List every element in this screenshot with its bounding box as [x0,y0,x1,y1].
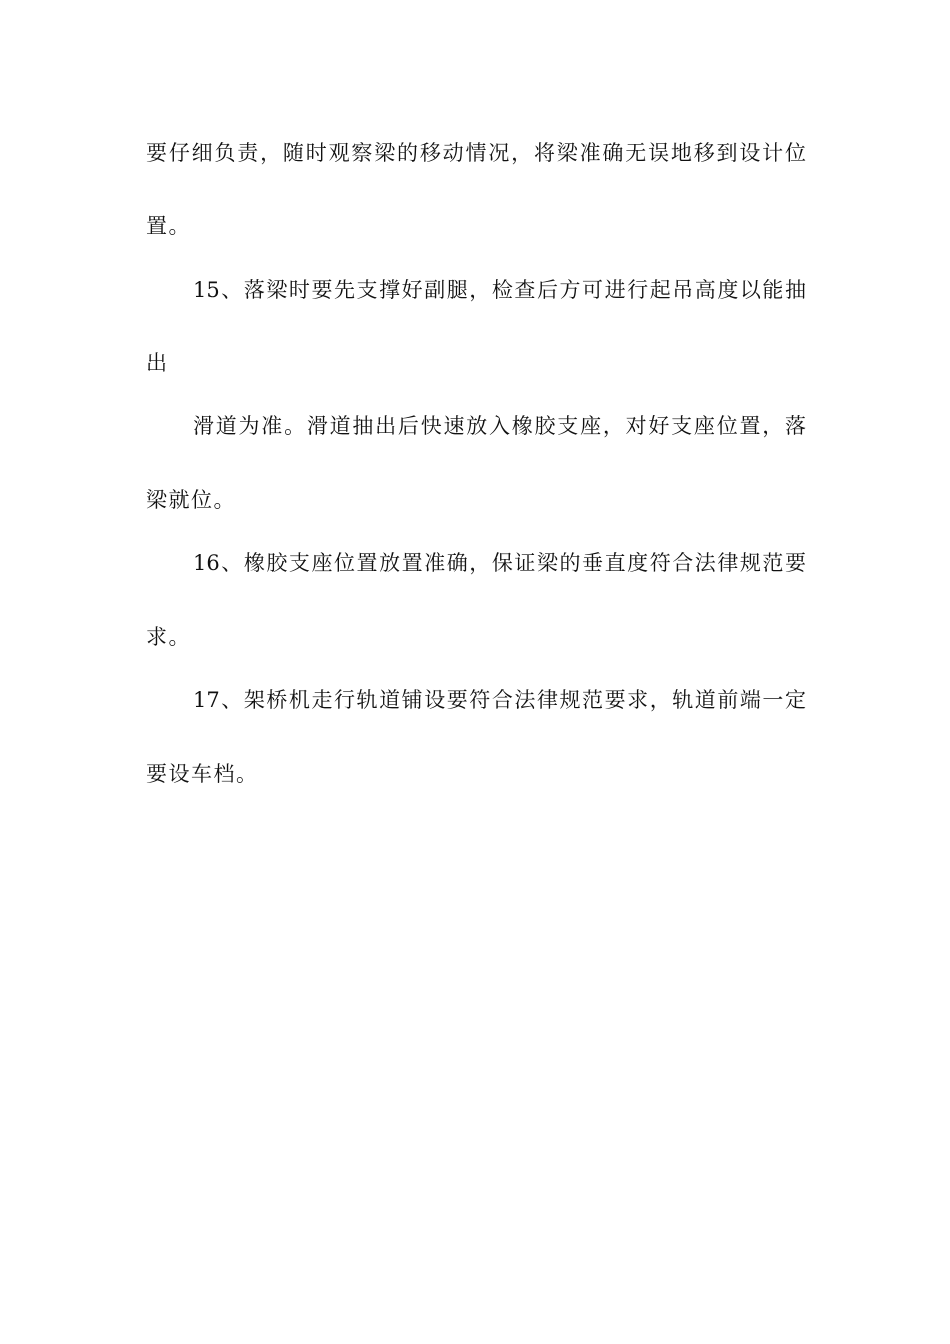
paragraph-line: 15、落梁时要先支撑好副腿，检查后方可进行起吊高度以能抽 [193,278,806,302]
paragraph-line: 要设车档。 [146,762,259,786]
paragraph-line: 出 [146,351,169,375]
paragraph-line: 17、架桥机走行轨道铺设要符合法律规范要求，轨道前端一定 [193,688,806,712]
paragraph-line: 置。 [146,214,191,238]
paragraph-line: 要仔细负责，随时观察梁的移动情况，将梁准确无误地移到设计位 [146,141,806,165]
paragraph-line: 梁就位。 [146,488,236,512]
paragraph-line: 16、橡胶支座位置放置准确，保证梁的垂直度符合法律规范要 [193,551,806,575]
paragraph-line: 滑道为准。滑道抽出后快速放入橡胶支座，对好支座位置，落 [193,414,806,438]
paragraph-line: 求。 [146,625,191,649]
